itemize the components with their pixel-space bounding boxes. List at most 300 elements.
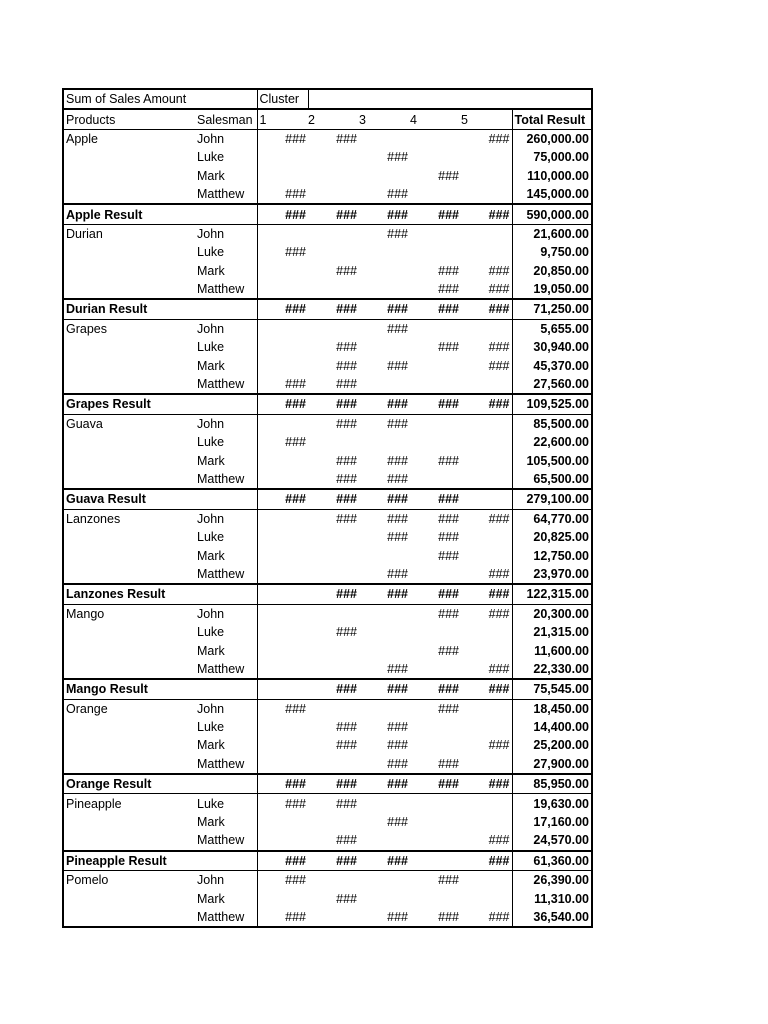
cluster-5-cell[interactable]: ### xyxy=(488,340,510,355)
cluster-2-cell[interactable] xyxy=(308,660,359,679)
total-result-cell[interactable]: 279,100.00 xyxy=(512,489,592,509)
cluster-5-cell[interactable] xyxy=(461,889,512,907)
product-cell[interactable] xyxy=(63,528,195,546)
total-result-cell[interactable]: 45,370.00 xyxy=(512,356,592,374)
cluster-5-cell[interactable]: ### xyxy=(488,358,510,373)
cluster-field-label[interactable]: Cluster xyxy=(257,89,308,109)
cluster-3-cell[interactable]: ### xyxy=(387,453,408,468)
cluster-2-cell[interactable]: ### xyxy=(336,453,357,468)
cluster-1-cell[interactable]: ### xyxy=(285,245,306,260)
cluster-4-cell[interactable]: ### xyxy=(438,340,459,355)
cluster-1-cell[interactable]: ### xyxy=(285,187,306,202)
cluster-4-cell[interactable] xyxy=(410,889,461,907)
cluster-4-cell[interactable] xyxy=(410,660,461,679)
cluster-2-cell[interactable]: ### xyxy=(308,489,359,509)
total-result-cell[interactable]: 109,525.00 xyxy=(512,394,592,414)
cluster-5-cell[interactable] xyxy=(461,813,512,831)
salesman-cell[interactable]: Mark xyxy=(195,356,257,374)
cluster-5-cell[interactable]: ### xyxy=(488,738,510,753)
product-cell[interactable]: Guava xyxy=(66,416,103,431)
cluster-4-cell[interactable]: ### xyxy=(438,873,459,888)
cluster-1-cell[interactable]: ### xyxy=(285,435,306,450)
cluster-2-cell[interactable]: ### xyxy=(336,796,357,811)
product-cell[interactable] xyxy=(63,546,195,564)
cluster-5-cell[interactable]: ### xyxy=(461,394,512,414)
product-cell[interactable] xyxy=(63,660,195,679)
cluster-3-cell[interactable]: ### xyxy=(387,472,408,486)
cluster-4-cell[interactable] xyxy=(410,129,461,148)
salesman-cell[interactable]: John xyxy=(195,319,257,338)
total-result-cell[interactable]: 25,200.00 xyxy=(512,736,592,754)
cluster-5-cell[interactable] xyxy=(461,243,512,261)
cluster-1-cell[interactable] xyxy=(257,641,308,659)
cluster-5-cell[interactable] xyxy=(461,451,512,469)
product-cell[interactable] xyxy=(63,908,195,927)
product-cell[interactable] xyxy=(63,185,195,204)
cluster-5-cell[interactable] xyxy=(461,699,512,718)
cluster-2-cell[interactable] xyxy=(308,224,359,243)
salesman-cell[interactable]: Matthew xyxy=(195,470,257,489)
salesman-cell[interactable]: John xyxy=(195,871,257,890)
cluster-5-cell[interactable]: ### xyxy=(488,263,510,278)
product-cell[interactable] xyxy=(63,813,195,831)
cluster-5-cell[interactable]: ### xyxy=(488,282,510,297)
cluster-2-cell[interactable] xyxy=(308,813,359,831)
cluster-3-cell[interactable] xyxy=(359,641,410,659)
product-cell[interactable] xyxy=(63,243,195,261)
cluster-4-cell[interactable]: ### xyxy=(438,548,459,563)
cluster-2-cell[interactable]: ### xyxy=(336,625,357,640)
cluster-4-cell[interactable]: ### xyxy=(438,643,459,658)
total-result-cell[interactable]: 260,000.00 xyxy=(512,129,592,148)
cluster-2-cell[interactable] xyxy=(308,319,359,338)
salesman-cell[interactable]: Luke xyxy=(195,243,257,261)
cluster-4-cell[interactable] xyxy=(410,623,461,641)
product-cell[interactable] xyxy=(63,623,195,641)
cluster-2-cell[interactable]: ### xyxy=(308,394,359,414)
cluster-1-cell[interactable] xyxy=(257,584,308,604)
total-result-cell[interactable]: 22,330.00 xyxy=(512,660,592,679)
cluster-5-cell[interactable] xyxy=(461,470,512,489)
cluster-5-cell[interactable] xyxy=(461,755,512,774)
cluster-3-cell[interactable] xyxy=(359,167,410,185)
salesman-cell[interactable]: Matthew xyxy=(195,185,257,204)
cluster-3-cell[interactable]: ### xyxy=(359,584,410,604)
cluster-3-cell[interactable]: ### xyxy=(359,204,410,224)
cluster-3-cell[interactable]: ### xyxy=(387,661,408,676)
cluster-4-cell[interactable]: ### xyxy=(438,453,459,468)
cluster-3-cell[interactable]: ### xyxy=(359,489,410,509)
salesman-cell[interactable]: John xyxy=(195,699,257,718)
cluster-5-cell[interactable]: ### xyxy=(461,299,512,319)
cluster-1-cell[interactable] xyxy=(257,280,308,299)
result-label[interactable]: Mango Result xyxy=(63,679,257,699)
total-result-cell[interactable]: 24,570.00 xyxy=(512,831,592,850)
product-cell[interactable] xyxy=(63,831,195,850)
cluster-3-header[interactable]: 3 xyxy=(359,109,410,129)
total-result-cell[interactable]: 23,970.00 xyxy=(512,565,592,584)
cluster-1-cell[interactable]: ### xyxy=(285,909,306,924)
product-cell[interactable] xyxy=(63,565,195,584)
cluster-3-cell[interactable]: ### xyxy=(387,566,408,581)
cluster-4-cell[interactable]: ### xyxy=(438,511,459,526)
salesman-cell[interactable]: Matthew xyxy=(195,660,257,679)
cluster-4-cell[interactable]: ### xyxy=(438,756,459,771)
total-result-cell[interactable]: 14,400.00 xyxy=(512,718,592,736)
cluster-4-cell[interactable]: ### xyxy=(438,263,459,278)
cluster-5-cell[interactable]: ### xyxy=(461,679,512,699)
total-result-cell[interactable]: 64,770.00 xyxy=(512,509,592,528)
cluster-1-cell[interactable] xyxy=(257,660,308,679)
cluster-4-cell[interactable]: ### xyxy=(410,679,461,699)
cluster-1-cell[interactable] xyxy=(257,679,308,699)
product-cell[interactable] xyxy=(63,356,195,374)
cluster-5-cell[interactable] xyxy=(461,148,512,166)
salesman-cell[interactable]: Luke xyxy=(195,433,257,451)
cluster-4-cell[interactable]: ### xyxy=(410,489,461,509)
cluster-4-cell[interactable]: ### xyxy=(438,168,459,183)
product-cell[interactable] xyxy=(63,262,195,280)
cluster-2-cell[interactable] xyxy=(308,604,359,623)
cluster-4-cell[interactable] xyxy=(410,185,461,204)
product-cell[interactable]: Pineapple xyxy=(66,796,122,811)
salesman-cell[interactable]: Mark xyxy=(195,641,257,659)
total-result-cell[interactable]: 22,600.00 xyxy=(512,433,592,451)
cluster-4-cell[interactable]: ### xyxy=(438,530,459,545)
cluster-3-cell[interactable] xyxy=(359,699,410,718)
cluster-4-cell[interactable]: ### xyxy=(438,282,459,297)
salesman-cell[interactable]: John xyxy=(195,224,257,243)
cluster-4-cell[interactable] xyxy=(410,433,461,451)
cluster-2-cell[interactable]: ### xyxy=(308,584,359,604)
cluster-4-cell[interactable] xyxy=(410,565,461,584)
cluster-3-cell[interactable]: ### xyxy=(387,909,408,924)
cluster-1-cell[interactable] xyxy=(257,889,308,907)
cluster-5-cell[interactable]: ### xyxy=(461,851,512,871)
cluster-2-cell[interactable] xyxy=(308,243,359,261)
cluster-5-cell[interactable]: ### xyxy=(488,131,510,146)
cluster-2-cell[interactable] xyxy=(308,185,359,204)
cluster-5-cell[interactable] xyxy=(461,489,512,509)
cluster-4-cell[interactable]: ### xyxy=(410,774,461,794)
cluster-3-cell[interactable]: ### xyxy=(387,226,408,241)
cluster-1-cell[interactable] xyxy=(257,338,308,356)
product-cell[interactable] xyxy=(63,470,195,489)
total-result-cell[interactable]: 145,000.00 xyxy=(512,185,592,204)
total-result-cell[interactable]: 75,000.00 xyxy=(512,148,592,166)
cluster-1-cell[interactable] xyxy=(257,262,308,280)
cluster-3-cell[interactable]: ### xyxy=(387,321,408,336)
cluster-4-cell[interactable] xyxy=(410,356,461,374)
salesman-cell[interactable]: Luke xyxy=(195,528,257,546)
cluster-3-cell[interactable] xyxy=(359,262,410,280)
salesman-cell[interactable]: Luke xyxy=(195,623,257,641)
salesman-cell[interactable]: John xyxy=(195,509,257,528)
cluster-4-cell[interactable] xyxy=(410,148,461,166)
cluster-2-cell[interactable]: ### xyxy=(308,299,359,319)
cluster-4-cell[interactable] xyxy=(410,813,461,831)
cluster-5-cell[interactable]: ### xyxy=(461,204,512,224)
cluster-5-cell[interactable] xyxy=(461,871,512,890)
cluster-3-cell[interactable]: ### xyxy=(387,150,408,165)
cluster-3-cell[interactable] xyxy=(359,280,410,299)
product-cell[interactable] xyxy=(63,375,195,394)
cluster-1-cell[interactable] xyxy=(257,755,308,774)
products-header[interactable]: Products xyxy=(63,109,195,129)
total-result-cell[interactable]: 5,655.00 xyxy=(512,319,592,338)
salesman-cell[interactable]: Matthew xyxy=(195,565,257,584)
cluster-1-cell[interactable]: ### xyxy=(285,377,306,392)
cluster-3-cell[interactable] xyxy=(359,129,410,148)
cluster-4-cell[interactable] xyxy=(410,718,461,736)
cluster-2-cell[interactable] xyxy=(308,699,359,718)
cluster-5-cell[interactable]: ### xyxy=(488,566,510,581)
cluster-4-cell[interactable] xyxy=(410,375,461,394)
cluster-1-cell[interactable] xyxy=(257,451,308,469)
total-result-cell[interactable]: 9,750.00 xyxy=(512,243,592,261)
cluster-2-cell[interactable] xyxy=(308,565,359,584)
cluster-5-cell[interactable]: ### xyxy=(488,661,510,676)
cluster-1-cell[interactable]: ### xyxy=(257,299,308,319)
cluster-3-cell[interactable] xyxy=(359,375,410,394)
cluster-4-cell[interactable] xyxy=(410,224,461,243)
cluster-5-cell[interactable] xyxy=(461,641,512,659)
product-cell[interactable]: Orange xyxy=(66,701,108,716)
salesman-cell[interactable]: Matthew xyxy=(195,375,257,394)
product-cell[interactable] xyxy=(63,755,195,774)
cluster-2-cell[interactable] xyxy=(308,871,359,890)
cluster-3-cell[interactable] xyxy=(359,338,410,356)
product-cell[interactable]: Durian xyxy=(66,226,103,241)
cluster-2-cell[interactable]: ### xyxy=(336,511,357,526)
product-cell[interactable] xyxy=(63,433,195,451)
cluster-2-cell[interactable]: ### xyxy=(336,472,357,486)
cluster-1-cell[interactable]: ### xyxy=(257,204,308,224)
cluster-2-cell[interactable] xyxy=(308,755,359,774)
cluster-3-cell[interactable] xyxy=(359,604,410,623)
cluster-1-cell[interactable]: ### xyxy=(257,774,308,794)
cluster-1-cell[interactable] xyxy=(257,718,308,736)
cluster-1-cell[interactable] xyxy=(257,414,308,433)
result-label[interactable]: Grapes Result xyxy=(63,394,257,414)
cluster-3-cell[interactable] xyxy=(359,243,410,261)
product-cell[interactable] xyxy=(63,718,195,736)
cluster-2-header[interactable]: 2 xyxy=(308,109,359,129)
cluster-3-cell[interactable]: ### xyxy=(387,815,408,830)
total-result-cell[interactable]: 85,950.00 xyxy=(512,774,592,794)
cluster-4-cell[interactable] xyxy=(410,470,461,489)
cluster-4-cell[interactable] xyxy=(410,319,461,338)
cluster-4-cell[interactable]: ### xyxy=(410,299,461,319)
cluster-2-cell[interactable]: ### xyxy=(336,377,357,392)
total-result-cell[interactable]: 61,360.00 xyxy=(512,851,592,871)
cluster-5-cell[interactable] xyxy=(461,528,512,546)
cluster-5-cell[interactable]: ### xyxy=(488,606,510,621)
cluster-2-cell[interactable]: ### xyxy=(336,416,357,431)
cluster-2-cell[interactable] xyxy=(308,280,359,299)
cluster-3-cell[interactable]: ### xyxy=(359,394,410,414)
salesman-cell[interactable]: Mark xyxy=(195,889,257,907)
product-cell[interactable] xyxy=(63,736,195,754)
total-result-cell[interactable]: 26,390.00 xyxy=(512,871,592,890)
cluster-3-cell[interactable] xyxy=(359,623,410,641)
cluster-5-cell[interactable]: ### xyxy=(461,774,512,794)
cluster-3-cell[interactable] xyxy=(359,889,410,907)
salesman-cell[interactable]: Luke xyxy=(195,718,257,736)
total-result-cell[interactable]: 21,600.00 xyxy=(512,224,592,243)
cluster-2-cell[interactable] xyxy=(308,641,359,659)
cluster-5-cell[interactable] xyxy=(461,718,512,736)
cluster-1-cell[interactable] xyxy=(257,148,308,166)
cluster-3-cell[interactable]: ### xyxy=(387,756,408,771)
cluster-1-cell[interactable]: ### xyxy=(257,489,308,509)
cluster-3-cell[interactable]: ### xyxy=(387,416,408,431)
cluster-3-cell[interactable]: ### xyxy=(359,679,410,699)
cluster-1-cell[interactable] xyxy=(257,470,308,489)
cluster-1-cell[interactable] xyxy=(257,356,308,374)
cluster-2-cell[interactable] xyxy=(308,528,359,546)
product-cell[interactable] xyxy=(63,451,195,469)
total-result-cell[interactable]: 590,000.00 xyxy=(512,204,592,224)
cluster-5-cell[interactable]: ### xyxy=(488,833,510,848)
product-cell[interactable]: Lanzones xyxy=(66,511,121,526)
salesman-header[interactable]: Salesman xyxy=(195,109,257,129)
total-result-cell[interactable]: 12,750.00 xyxy=(512,546,592,564)
product-cell[interactable]: Pomelo xyxy=(66,873,109,888)
cluster-1-cell[interactable] xyxy=(257,528,308,546)
cluster-1-cell[interactable] xyxy=(257,604,308,623)
cluster-1-cell[interactable] xyxy=(257,546,308,564)
cluster-4-cell[interactable]: ### xyxy=(410,204,461,224)
total-result-cell[interactable]: 122,315.00 xyxy=(512,584,592,604)
cluster-5-cell[interactable]: ### xyxy=(488,909,510,924)
cluster-2-cell[interactable]: ### xyxy=(336,340,357,355)
total-result-cell[interactable]: 27,560.00 xyxy=(512,375,592,394)
cluster-4-cell[interactable]: ### xyxy=(438,606,459,621)
total-result-cell[interactable]: 19,050.00 xyxy=(512,280,592,299)
total-result-cell[interactable]: 65,500.00 xyxy=(512,470,592,489)
cluster-5-cell[interactable] xyxy=(461,794,512,813)
result-label[interactable]: Lanzones Result xyxy=(63,584,257,604)
total-result-cell[interactable]: 75,545.00 xyxy=(512,679,592,699)
cluster-5-header[interactable]: 5 xyxy=(461,109,512,129)
cluster-1-cell[interactable] xyxy=(257,813,308,831)
cluster-5-cell[interactable]: ### xyxy=(488,511,510,526)
result-label[interactable]: Pineapple Result xyxy=(63,851,257,871)
salesman-cell[interactable]: John xyxy=(195,414,257,433)
cluster-1-cell[interactable]: ### xyxy=(285,796,306,811)
total-result-cell[interactable]: 71,250.00 xyxy=(512,299,592,319)
cluster-1-cell[interactable]: ### xyxy=(257,394,308,414)
product-cell[interactable] xyxy=(63,280,195,299)
product-cell[interactable]: Mango xyxy=(66,606,105,621)
cluster-4-cell[interactable]: ### xyxy=(410,584,461,604)
cluster-3-cell[interactable] xyxy=(359,546,410,564)
cluster-1-cell[interactable] xyxy=(257,167,308,185)
cluster-3-cell[interactable] xyxy=(359,794,410,813)
total-result-cell[interactable]: 17,160.00 xyxy=(512,813,592,831)
cluster-2-cell[interactable]: ### xyxy=(336,833,357,848)
salesman-cell[interactable]: Matthew xyxy=(195,908,257,927)
salesman-cell[interactable]: Mark xyxy=(195,813,257,831)
cluster-2-cell[interactable]: ### xyxy=(308,851,359,871)
salesman-cell[interactable]: John xyxy=(195,604,257,623)
product-cell[interactable] xyxy=(63,148,195,166)
cluster-5-cell[interactable] xyxy=(461,375,512,394)
cluster-2-cell[interactable] xyxy=(308,148,359,166)
salesman-cell[interactable]: Luke xyxy=(195,338,257,356)
cluster-4-cell[interactable] xyxy=(410,794,461,813)
cluster-3-cell[interactable]: ### xyxy=(387,720,408,735)
total-result-cell[interactable]: 18,450.00 xyxy=(512,699,592,718)
salesman-cell[interactable]: Matthew xyxy=(195,755,257,774)
cluster-5-cell[interactable] xyxy=(461,224,512,243)
salesman-cell[interactable]: Luke xyxy=(195,148,257,166)
cluster-3-cell[interactable]: ### xyxy=(359,851,410,871)
cluster-5-cell[interactable]: ### xyxy=(461,584,512,604)
cluster-2-cell[interactable]: ### xyxy=(336,738,357,753)
product-cell[interactable]: Grapes xyxy=(66,321,107,336)
cluster-3-cell[interactable]: ### xyxy=(387,358,408,373)
total-result-cell[interactable]: 27,900.00 xyxy=(512,755,592,774)
cluster-2-cell[interactable]: ### xyxy=(336,720,357,735)
cluster-4-cell[interactable] xyxy=(410,736,461,754)
cluster-5-cell[interactable] xyxy=(461,319,512,338)
cluster-5-cell[interactable] xyxy=(461,623,512,641)
cluster-2-cell[interactable]: ### xyxy=(336,131,357,146)
total-result-cell[interactable]: 19,630.00 xyxy=(512,794,592,813)
cluster-3-cell[interactable]: ### xyxy=(359,299,410,319)
cluster-1-cell[interactable]: ### xyxy=(285,131,306,146)
cluster-2-cell[interactable]: ### xyxy=(308,774,359,794)
cluster-4-header[interactable]: 4 xyxy=(410,109,461,129)
pivot-title[interactable]: Sum of Sales Amount xyxy=(63,89,257,109)
cluster-5-cell[interactable] xyxy=(461,167,512,185)
cluster-4-cell[interactable] xyxy=(410,831,461,850)
total-result-cell[interactable]: 36,540.00 xyxy=(512,908,592,927)
cluster-3-cell[interactable]: ### xyxy=(387,187,408,202)
cluster-3-cell[interactable]: ### xyxy=(359,774,410,794)
cluster-3-cell[interactable]: ### xyxy=(387,738,408,753)
cluster-5-cell[interactable] xyxy=(461,414,512,433)
cluster-4-cell[interactable]: ### xyxy=(438,909,459,924)
cluster-3-cell[interactable] xyxy=(359,433,410,451)
cluster-2-cell[interactable]: ### xyxy=(308,204,359,224)
cluster-1-cell[interactable]: ### xyxy=(257,851,308,871)
cluster-4-cell[interactable] xyxy=(410,414,461,433)
total-result-cell[interactable]: 11,600.00 xyxy=(512,641,592,659)
product-cell[interactable] xyxy=(63,641,195,659)
cluster-1-cell[interactable] xyxy=(257,736,308,754)
cluster-5-cell[interactable] xyxy=(461,546,512,564)
salesman-cell[interactable]: Mark xyxy=(195,262,257,280)
total-result-cell[interactable]: 21,315.00 xyxy=(512,623,592,641)
cluster-3-cell[interactable] xyxy=(359,871,410,890)
salesman-cell[interactable]: Mark xyxy=(195,167,257,185)
cluster-5-cell[interactable] xyxy=(461,185,512,204)
salesman-cell[interactable]: Luke xyxy=(195,794,257,813)
product-cell[interactable] xyxy=(63,167,195,185)
salesman-cell[interactable]: Matthew xyxy=(195,831,257,850)
cluster-2-cell[interactable] xyxy=(308,546,359,564)
cluster-2-cell[interactable] xyxy=(308,167,359,185)
total-result-cell[interactable]: 110,000.00 xyxy=(512,167,592,185)
cluster-1-cell[interactable] xyxy=(257,319,308,338)
total-result-cell[interactable]: 20,300.00 xyxy=(512,604,592,623)
total-result-cell[interactable]: 11,310.00 xyxy=(512,889,592,907)
total-result-cell[interactable]: 20,850.00 xyxy=(512,262,592,280)
total-result-header[interactable]: Total Result xyxy=(512,109,592,129)
